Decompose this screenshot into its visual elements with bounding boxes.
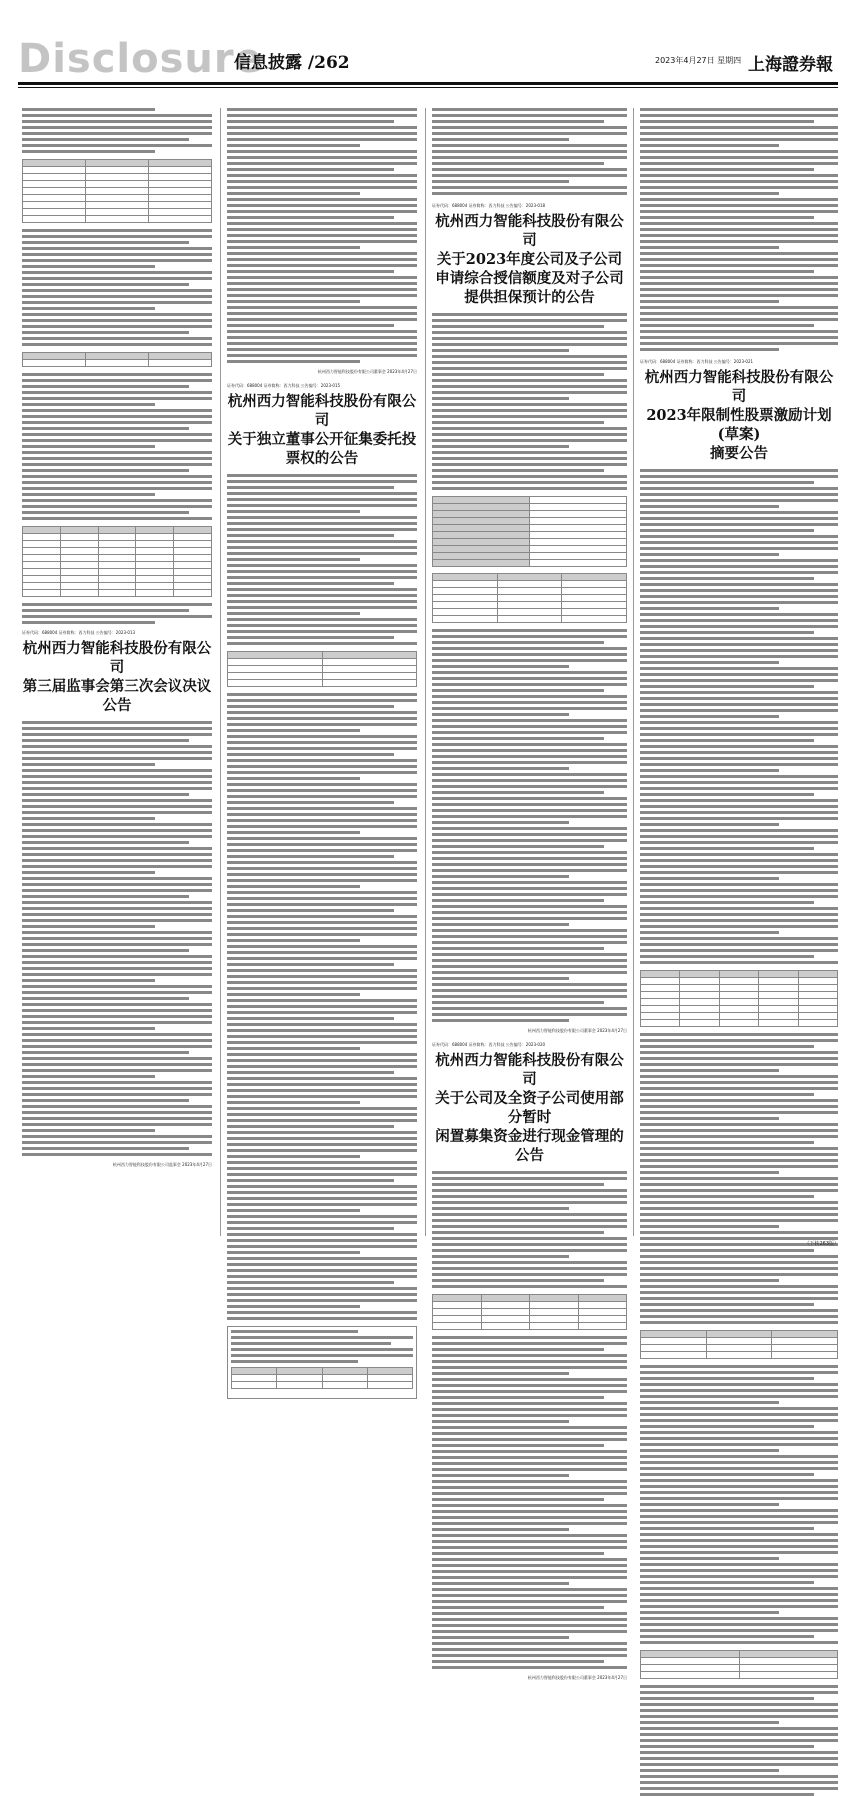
notice-title: 杭州西力智能科技股份有限公司 关于独立董事公开征集委托投票权的公告 bbox=[227, 393, 417, 467]
masthead-divider bbox=[18, 82, 838, 85]
body-text bbox=[227, 474, 417, 645]
column-divider bbox=[220, 108, 221, 1236]
body-text bbox=[22, 229, 212, 346]
incentive-allocation-table bbox=[640, 970, 838, 1027]
body-text bbox=[22, 108, 212, 153]
body-text bbox=[640, 108, 838, 351]
performance-target-table bbox=[640, 1650, 838, 1679]
body-text bbox=[640, 469, 838, 964]
data-table bbox=[22, 159, 212, 223]
fund-usage-table bbox=[432, 1294, 627, 1330]
notice-meta: 证券代码：688004 证券简称：西力科技 公告编号：2023-018 bbox=[432, 203, 546, 208]
body-text bbox=[22, 721, 212, 1156]
notice-signature: 杭州西力智能科技股份有限公司监事会 2023年4月27日 bbox=[112, 1162, 212, 1167]
column-3 bbox=[432, 108, 627, 1680]
page-continuation-note: （下转263版） bbox=[804, 1241, 839, 1247]
data-table bbox=[22, 526, 212, 597]
body-text bbox=[22, 373, 212, 520]
column-4 bbox=[640, 108, 838, 1236]
body-text bbox=[432, 108, 627, 195]
notice-meta: 证券代码：688004 证券简称：西力科技 公告编号：2023-015 bbox=[227, 383, 341, 388]
body-text bbox=[640, 1365, 838, 1644]
newspaper-logo: 上海證券報 bbox=[748, 55, 833, 75]
notice-signature: 杭州西力智能科技股份有限公司董事会 2023年4月27日 bbox=[317, 369, 417, 374]
body-text bbox=[22, 603, 212, 624]
notice-meta: 证券代码：688004 证券简称：西力科技 公告编号：2023-013 bbox=[22, 630, 136, 635]
notice-meta: 证券代码：688004 证券简称：西力科技 公告编号：2023-021 bbox=[640, 359, 754, 364]
body-text bbox=[432, 1336, 627, 1669]
proxy-form-box bbox=[227, 1326, 417, 1399]
notice-meta: 证券代码：688004 证券简称：西力科技 公告编号：2023-020 bbox=[432, 1042, 546, 1047]
data-table bbox=[227, 651, 417, 687]
body-text bbox=[640, 1033, 838, 1324]
notice-title: 杭州西力智能科技股份有限公司 关于2023年度公司及子公司 申请综合授信额度及对子公司 提供担保预计的公告 bbox=[435, 213, 624, 306]
body-text bbox=[432, 629, 627, 1022]
notice-title: 杭州西力智能科技股份有限公司 第三届监事会第三次会议决议公告 bbox=[22, 640, 212, 714]
masthead-divider-thin bbox=[18, 87, 838, 88]
body-text bbox=[227, 693, 417, 1320]
notice-signature: 杭州西力智能科技股份有限公司董事会 2023年4月27日 bbox=[527, 1675, 627, 1680]
issue-date: 2023年4月27日 星期四 bbox=[655, 56, 742, 65]
company-info-table bbox=[432, 496, 627, 567]
financial-table bbox=[432, 573, 627, 623]
vesting-schedule-table bbox=[640, 1330, 838, 1359]
masthead bbox=[0, 0, 857, 100]
column-2 bbox=[227, 108, 417, 1236]
column-1 bbox=[22, 108, 212, 1236]
body-text bbox=[432, 313, 627, 490]
masthead-title: Disclosure bbox=[18, 36, 263, 82]
data-table bbox=[231, 1367, 413, 1389]
body-text bbox=[640, 1685, 838, 1796]
notice-signature: 杭州西力智能科技股份有限公司董事会 2023年4月27日 bbox=[527, 1028, 627, 1033]
body-text bbox=[227, 108, 417, 363]
column-divider bbox=[425, 108, 426, 1236]
data-table bbox=[22, 352, 212, 367]
notice-title: 杭州西力智能科技股份有限公司 关于公司及全资子公司使用部分暂时 闲置募集资金进行现金管理的公告 bbox=[435, 1052, 624, 1164]
section-title: 信息披露 /262 bbox=[234, 53, 350, 73]
body-text bbox=[432, 1171, 627, 1288]
column-divider bbox=[633, 108, 634, 1236]
notice-title: 杭州西力智能科技股份有限公司 2023年限制性股票激励计划(草案) 摘要公告 bbox=[644, 369, 834, 462]
